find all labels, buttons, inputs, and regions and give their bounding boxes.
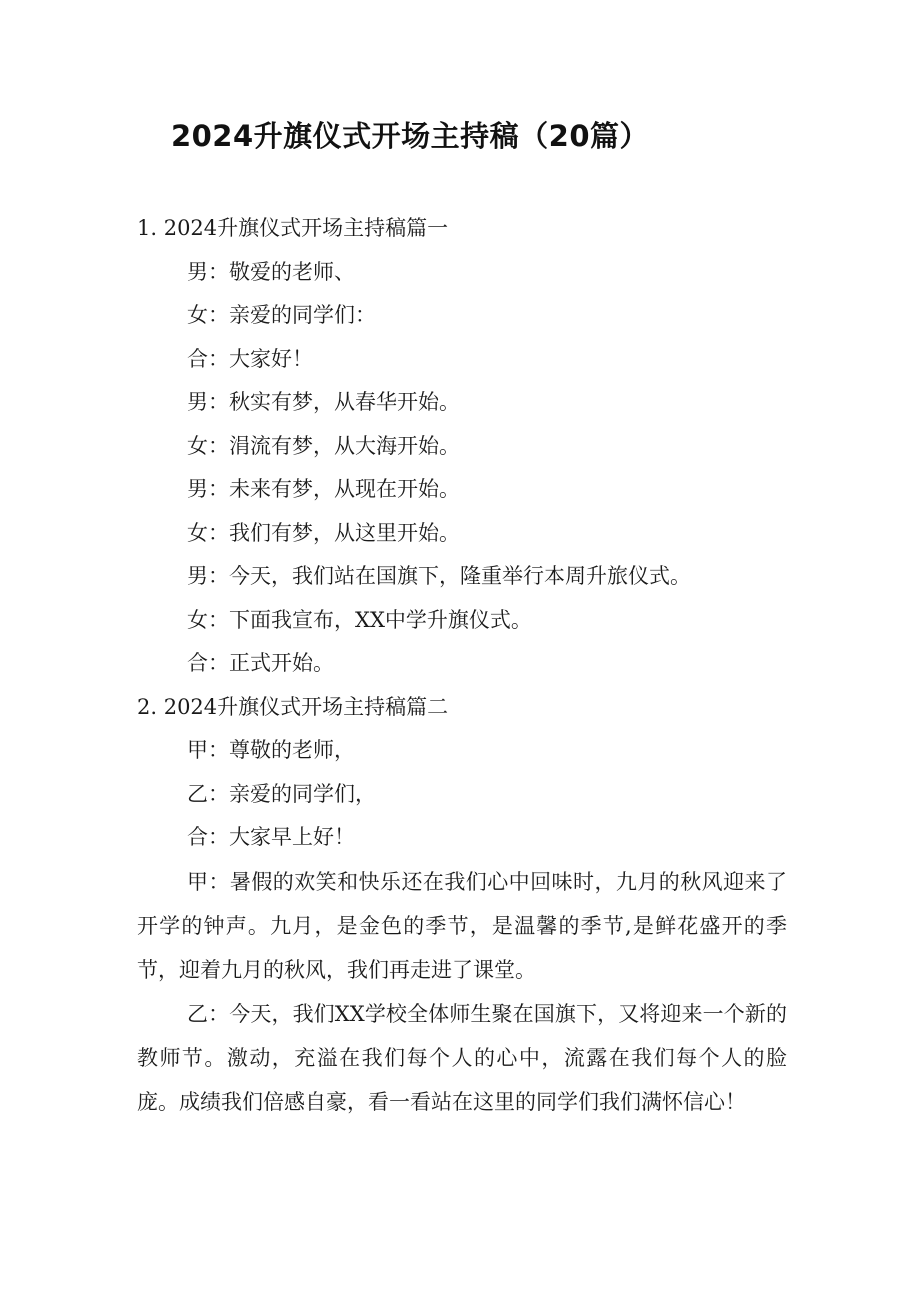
dialogue-line: 女：下面我宣布，XX中学升旗仪式。 [187, 607, 532, 632]
body-paragraph: 甲：暑假的欢笑和快乐还在我们心中回味时，九月的秋风迎来了开学的钟声。九月，是金色的季节，是温馨的季节,是鲜花盛开的季节，迎着九月的秋风，我们再走进了课堂。 [137, 869, 787, 982]
section-2 [137, 686, 787, 1124]
dialogue-line: 甲：尊敬的老师， [187, 738, 355, 762]
section-heading: 2. 2024升旗仪式开场主持稿篇二 [137, 694, 449, 719]
dialogue-line: 合：正式开始。 [187, 651, 334, 675]
dialogue-line: 女：我们有梦，从这里开始。 [187, 520, 460, 545]
dialogue-line: 乙：亲爱的同学们， [187, 781, 376, 806]
dialogue-line: 合：大家好！ [187, 346, 313, 371]
dialogue-line: 男：敬爱的老师、 [187, 259, 355, 284]
document-body [137, 207, 787, 1124]
document-title: 2024升旗仪式开场主持稿（20篇） [170, 119, 650, 153]
dialogue-line: 男：未来有梦，从现在开始。 [187, 477, 460, 501]
dialogue-line: 女：亲爱的同学们： [187, 303, 376, 327]
dialogue-line: 合：大家早上好！ [187, 825, 355, 849]
section-1 [137, 207, 787, 686]
dialogue-line: 女：涓流有梦，从大海开始。 [187, 433, 460, 458]
section-heading: 1. 2024升旗仪式开场主持稿篇一 [137, 216, 449, 240]
dialogue-line: 男：今天，我们站在国旗下，隆重举行本周升旅仪式。 [187, 564, 691, 588]
dialogue-line: 男：秋实有梦，从春华开始。 [187, 390, 460, 414]
body-paragraph: 乙：今天，我们XX学校全体师生聚在国旗下，又将迎来一个新的教师节。激动，充溢在我们每个人的心中，流露在我们每个人的脸庞。成绩我们倍感自豪，看一看站在这里的同学们我们满怀信心！ [137, 1001, 787, 1114]
